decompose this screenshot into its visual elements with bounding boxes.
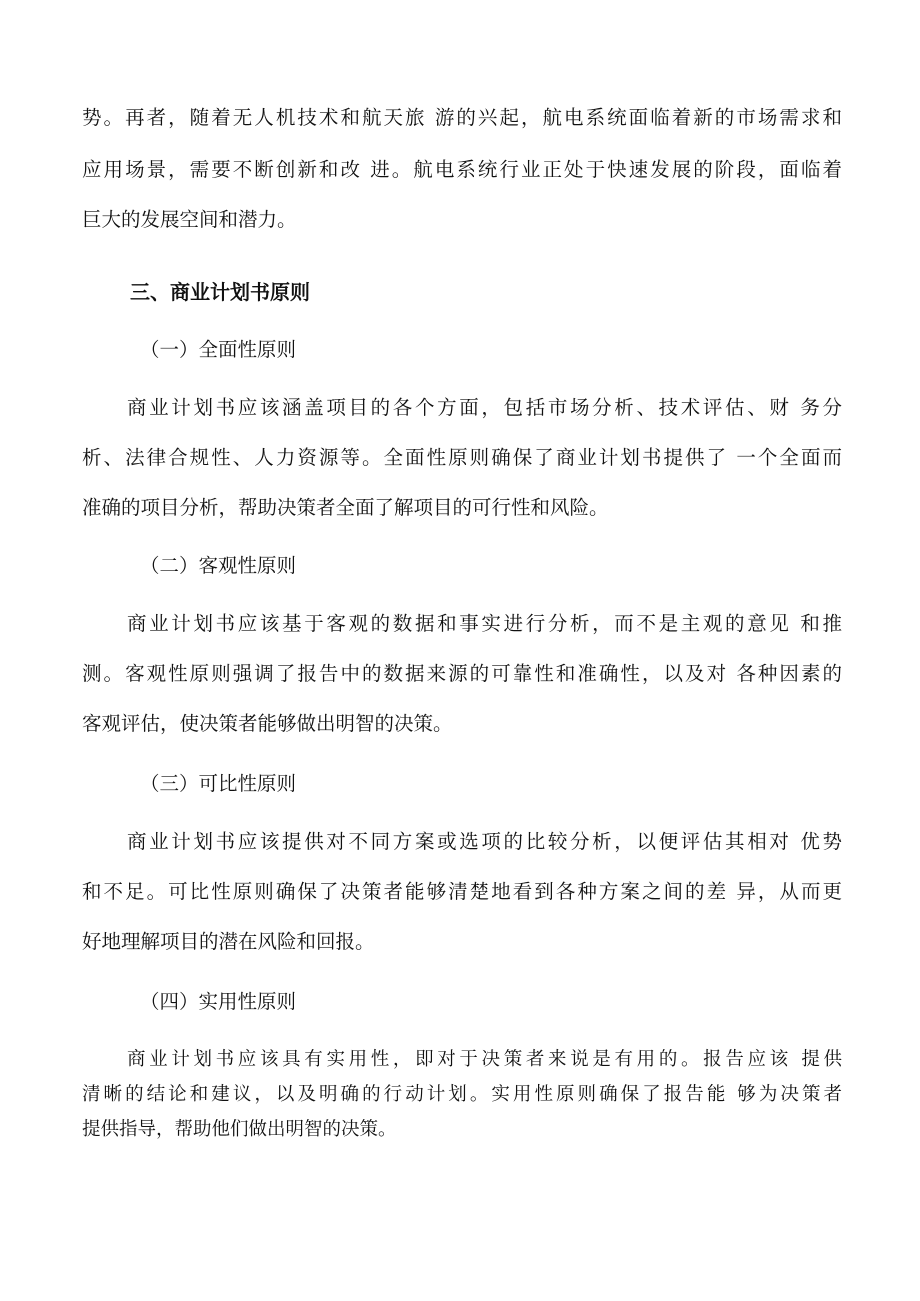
principle-3-line-1: 商业计划书应该提供对不同方案或选项的比较分析，以便评估其相对 优势 — [127, 830, 842, 853]
intro-line-3: 巨大的发展空间和潜力。 — [82, 208, 297, 231]
principle-3-line-2: 和不足。可比性原则确保了决策者能够清楚地看到各种方案之间的差 异，从而更 — [82, 880, 842, 903]
principle-2-line-2: 测。客观性原则强调了报告中的数据来源的可靠性和准确性，以及对 各种因素的 — [82, 662, 842, 685]
principle-1-line-2: 析、法律合规性、人力资源等。全面性原则确保了商业计划书提供了 一个全面而 — [82, 446, 842, 469]
principle-3-line-3: 好地理解项目的潜在风险和回报。 — [82, 930, 375, 953]
principle-4-line-1: 商业计划书应该具有实用性，即对于决策者来说是有用的。报告应该 提供 — [127, 1049, 842, 1070]
principle-2-line-3: 客观评估，使决策者能够做出明智的决策。 — [82, 712, 453, 735]
principle-1-line-3: 准确的项目分析，帮助决策者全面了解项目的可行性和风险。 — [82, 496, 609, 519]
intro-line-1: 势。再者，随着无人机技术和航天旅 游的兴起，航电系统面临着新的市场需求和 — [82, 106, 842, 129]
principle-4-line-2: 清晰的结论和建议，以及明确的行动计划。实用性原则确保了报告能 够为决策者 — [82, 1084, 842, 1105]
section-title: 三、商业计划书原则 — [130, 280, 310, 304]
principle-1-line-1: 商业计划书应该涵盖项目的各个方面，包括市场分析、技术评估、财 务分 — [127, 396, 842, 419]
intro-line-2: 应用场景，需要不断创新和改 进。航电系统行业正处于快速发展的阶段，面临着 — [82, 158, 842, 181]
principle-heading-4: （四）实用性原则 — [140, 990, 297, 1013]
principle-2-line-1: 商业计划书应该基于客观的数据和事实进行分析，而不是主观的意见 和推 — [127, 612, 842, 635]
principle-heading-1: （一）全面性原则 — [140, 338, 297, 361]
principle-4-line-3: 提供指导，帮助他们做出明智的决策。 — [82, 1119, 397, 1140]
principle-heading-2: （二）客观性原则 — [140, 554, 297, 577]
principle-heading-3: （三）可比性原则 — [140, 772, 297, 795]
